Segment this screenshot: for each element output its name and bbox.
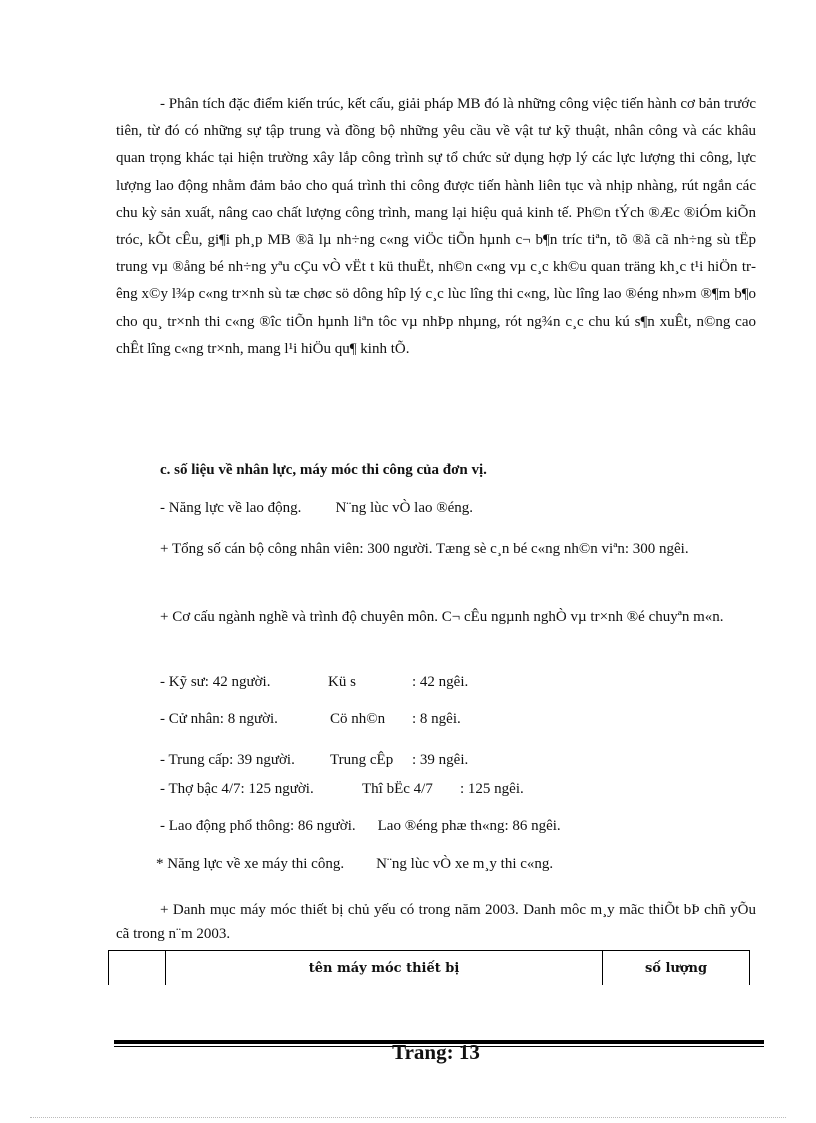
labor-capacity-legacy: N¨ng lùc vÒ lao ®éng. [335,500,474,516]
table-header-row [109,951,750,986]
bachelor-legacy-value: : 8 ngêi. [412,711,461,727]
worker-text: - Thợ bậc 4/7: 125 người. [160,781,314,797]
page-bottom-border [30,1117,786,1118]
general-labor-line [160,818,561,835]
engineer-line [160,674,468,691]
labor-capacity-line [160,500,473,517]
general-labor-legacy: Lao ®éng phæ th«ng: 86 ngêi. [377,818,561,834]
section-heading-c: c. số liệu về nhân lực, máy móc thi công của đơn vị. [160,462,487,478]
bachelor-line [160,711,461,728]
intermediate-legacy-value: : 39 ngêi. [412,752,469,768]
bachelor-text: - Cử nhân: 8 người. [160,711,278,727]
worker-legacy-name: Thî bËc 4/7 [362,781,433,797]
table-header-index [109,951,166,986]
intermediate-line [160,752,468,769]
machine-capacity-text: * Năng lực về xe máy thi công. [156,856,345,872]
labor-capacity-text: - Năng lực về lao động. [160,500,302,516]
bachelor-legacy-name: Cö nh©n [330,711,386,727]
machine-capacity-line [156,856,553,873]
engineer-legacy-name: Kü s [328,674,356,690]
analysis-paragraph: - Phân tích đặc điểm kiến trúc, kết cấu, giải pháp MB đó là những công việc tiến hành cơ bản trước tiên, từ đó có những sự tập trung và đồng bộ những yêu cầu về vật tư kỹ thuật, nhân công và các khâu quan trọng khác tại hiện trường xây lắp công trình sự tổ chức sử dụng hợp lý các lực lượng thi công, lực lượng lao động nhằm đảm bảo cho quá trình thi công được tiến hành liên tục và nhịp nhàng, rút ngắn các chu kỳ sản xuất, nâng cao chất lượng công trình, mang lại hiệu quả kinh tế. Ph©n tÝch ®Æc ®iÓm kiÕn tróc, kÕt cÊu, gi¶i ph¸p MB ®ã lµ nh÷ng c«ng viÖc tiÕn hµnh c¬ b¶n tríc tiªn, tõ ®ã cã nh÷ng sù tËp trung vµ ®ång bé nh÷ng yªu cÇu vÒ vËt t kü thuËt, nh©n c«ng vµ c¸c kh©u quan träng kh¸c t¹i hiÖn trêng x©y l¾p c«ng tr×nh sù tæ chøc sö dông hîp lý c¸c lùc lîng thi c«ng, lùc lîng lao ®éng nh»m ®¶m b¶o cho qu¸ tr×nh thi c«ng ®îc tiÕn hµnh liªn tôc vµ nhÞp nhµng, rót ng¾n c¸c chu kú s¶n xuÊt, n©ng cao chÊt lîng c«ng tr×nh, mang l¹i hiÖu qu¶ kinh tÕ. [116,96,756,357]
general-labor-text: - Lao động phổ thông: 86 người. [160,818,356,834]
worker-legacy-value: : 125 ngêi. [460,781,524,797]
intermediate-legacy-name: Trung cÊp [330,752,394,768]
intermediate-text: - Trung cấp: 39 người. [160,752,295,768]
engineer-legacy-value: : 42 ngêi. [412,674,469,690]
worker-line [160,781,524,798]
equipment-table [108,950,750,985]
table-header-quantity: số lượng [603,951,750,986]
page-number: Trang: 13 [392,1040,480,1064]
total-staff-paragraph: + Tổng số cán bộ công nhân viên: 300 người. Tæng sè c¸n bé c«ng nh©n viªn: 300 ngêi. [160,541,689,557]
engineer-text: - Kỹ sư: 42 người. [160,674,271,690]
structure-paragraph: + Cơ cấu ngành nghề và trình độ chuyên môn. C¬ cÊu ngµnh nghÒ vµ tr×nh ®é chuyªn m«n. [160,609,724,625]
table-header-name: tên máy móc thiết bị [166,951,603,986]
equipment-list-paragraph: + Danh mục máy móc thiết bị chủ yếu có trong năm 2003. Danh môc m¸y mãc thiÕt bÞ chñ yÕu cã trong n¨m 2003. [116,902,756,942]
machine-capacity-legacy: N¨ng lùc vÒ xe m¸y thi c«ng. [376,856,554,872]
